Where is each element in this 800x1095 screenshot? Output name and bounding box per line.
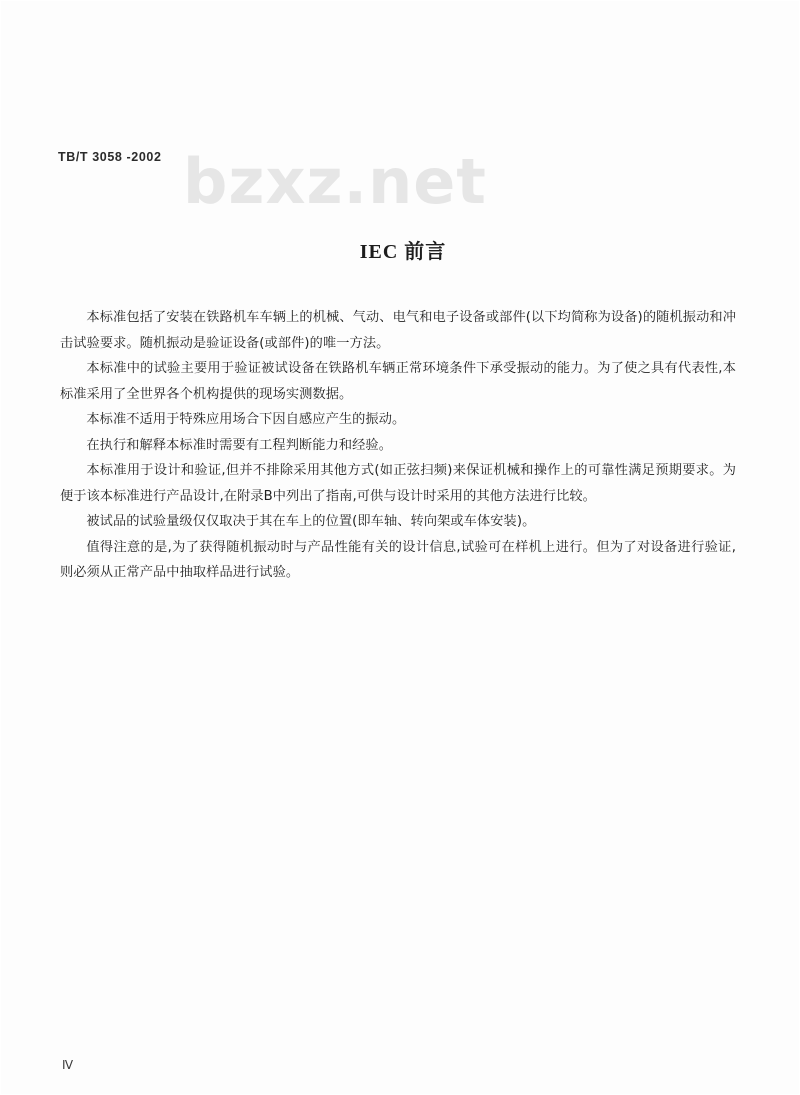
- paragraph: 在执行和解释本标准时需要有工程判断能力和经验。: [86, 437, 393, 453]
- paragraph: 值得注意的是,为了获得随机振动时与产品性能有关的设计信息,试验可在样机上进行。但为了对设备进行验证,则必须从正常产品中抽取样品进行试验。: [60, 539, 736, 580]
- watermark-text: bzxz.net: [183, 145, 487, 218]
- paragraph: 被试品的试验量级仅仅取决于其在车上的位置(即车轴、转向架或车体安装)。: [86, 514, 536, 529]
- paragraph: 本标准用于设计和验证,但并不排除采用其他方式(如正弦扫频)来保证机械和操作上的可靠性满足预期要求。为便于该本标准进行产品设计,在附录B中列出了指南,可供与设计时采用的其他方法进行比较。: [60, 463, 736, 504]
- paragraph: 本标准中的试验主要用于验证被试设备在铁路机车辆正常环境条件下承受振动的能力。为了使之具有代表性,本标准采用了全世界各个机构提供的现场实测数据。: [60, 361, 736, 402]
- standard-number-header: TB/T 3058 -2002: [58, 150, 162, 164]
- page-title: IEC 前言: [359, 241, 447, 263]
- paragraph: 本标准包括了安装在铁路机车车辆上的机械、气动、电气和电子设备或部件(以下均简称为设备)的随机振动和冲击试验要求。随机振动是验证设备(或部件)的唯一方法。: [60, 310, 736, 351]
- body-text-block: [60, 305, 736, 586]
- page-number: Ⅳ: [62, 1058, 74, 1072]
- scanned-content-area: [58, 145, 748, 1030]
- paragraph: 本标准不适用于特殊应用场合下因自感应产生的振动。: [86, 412, 406, 427]
